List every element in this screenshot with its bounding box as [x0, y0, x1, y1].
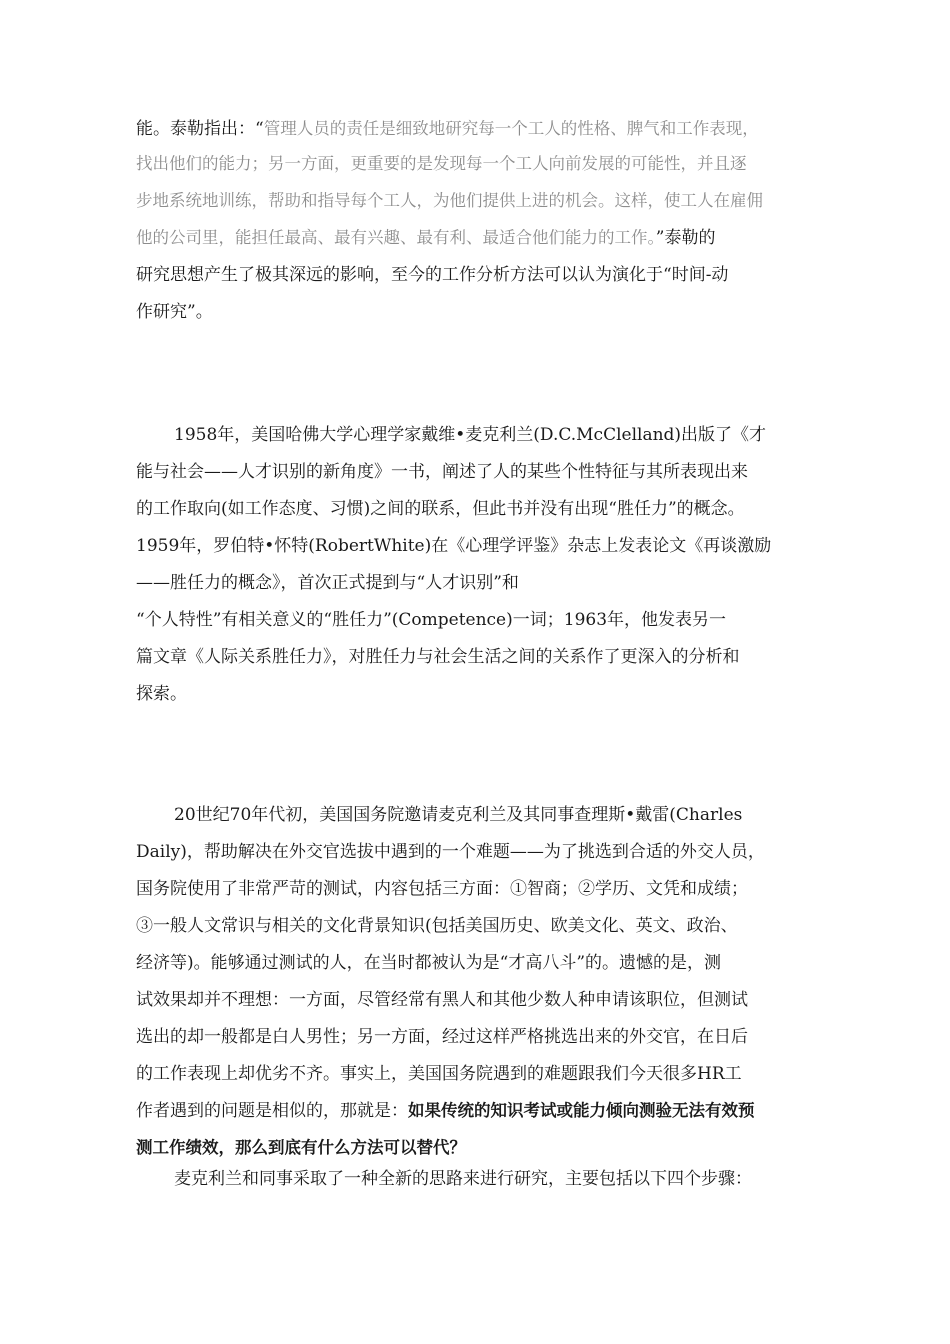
- p1-line-1-quote: 管理人员的责任是细致地研究每一个工人的性格、脾气和工作表现，: [263, 119, 759, 138]
- p1-line-4-quote: 他的公司里，能担任最高、最有兴趣、最有利、最适合他们能力的工作。: [136, 228, 656, 247]
- p1-line-5: 研究思想产生了极其深远的影响，至今的工作分析方法可以认为演化于“时间-动: [136, 265, 729, 285]
- p2-line-4: 1959年，罗伯特•怀特(RobertWhite)在《心理学评鉴》杂志上发表论文《再谈激励: [136, 536, 772, 556]
- p1-line-2: 找出他们的能力；另一方面，更重要的是发现每一个工人向前发展的可能性，并且逐: [136, 154, 747, 173]
- p3-line-5: 经济等)。能够通过测试的人，在当时都被认为是“才高八斗”的。遗憾的是，测: [136, 953, 722, 973]
- p3-line-8: 的工作表现上却优劣不齐。事实上，美国国务院遇到的难题跟我们今天很多HR工: [136, 1064, 742, 1084]
- p2-line-8: 探索。: [136, 684, 187, 704]
- p3-line-2: Daily)，帮助解决在外交官选拔中遇到的一个难题——为了挑选到合适的外交人员，: [136, 842, 765, 862]
- p1-line-6: 作研究”。: [136, 302, 213, 322]
- p2-line-5: ——胜任力的概念》，首次正式提到与“人才识别”和: [136, 573, 519, 593]
- p2-line-7: 篇文章《人际关系胜任力》，对胜任力与社会生活之间的关系作了更深入的分析和: [136, 647, 740, 667]
- p3-line-10-emphasis: 测工作绩效，那么到底有什么方法可以替代？: [136, 1138, 466, 1157]
- p1-line-1: [136, 118, 759, 140]
- p3-line-3: 国务院使用了非常严苛的测试，内容包括三方面：①智商；②学历、文凭和成绩；: [136, 879, 748, 899]
- p3-line-9-emphasis: 如果传统的知识考试或能力倾向测验无法有效预: [408, 1101, 755, 1120]
- p2-line-6: “个人特性”有相关意义的“胜任力”(Competence)一词；1963年，他发表另一: [136, 610, 727, 630]
- p2-line-1: 1958年，美国哈佛大学心理学家戴维•麦克利兰(D.C.McClelland)出版了《才: [174, 425, 767, 445]
- p3-line-9: [136, 1100, 755, 1122]
- p3-line-4: ③一般人文常识与相关的文化背景知识(包括美国历史、欧美文化、英文、政治、: [136, 916, 738, 936]
- p4-line-1: 麦克利兰和同事采取了一种全新的思路来进行研究，主要包括以下四个步骤：: [174, 1169, 752, 1189]
- p1-line-1-lead: 能。泰勒指出：“: [136, 119, 264, 139]
- p3-line-1: 20世纪70年代初，美国国务院邀请麦克利兰及其同事查理斯•戴雷(Charles: [174, 805, 743, 825]
- p3-line-6: 试效果却并不理想：一方面，尽管经常有黑人和其他少数人种申请该职位，但测试: [136, 990, 748, 1010]
- p2-line-2: 能与社会——人才识别的新角度》一书，阐述了人的某些个性特征与其所表现出来: [136, 462, 748, 482]
- p1-line-3: 步地系统地训练，帮助和指导每个工人，为他们提供上进的机会。这样，使工人在雇佣: [136, 191, 763, 210]
- p2-line-3: 的工作取向(如工作态度、习惯)之间的联系，但此书并没有出现“胜任力”的概念。: [136, 499, 745, 519]
- p1-line-4-tail: ”泰勒的: [655, 228, 716, 248]
- p3-line-7: 选出的却一般都是白人男性；另一方面，经过这样严格挑选出来的外交官，在日后: [136, 1027, 748, 1047]
- p1-line-4: [136, 227, 715, 249]
- p3-line-9-lead: 作者遇到的问题是相似的，那就是：: [136, 1101, 408, 1121]
